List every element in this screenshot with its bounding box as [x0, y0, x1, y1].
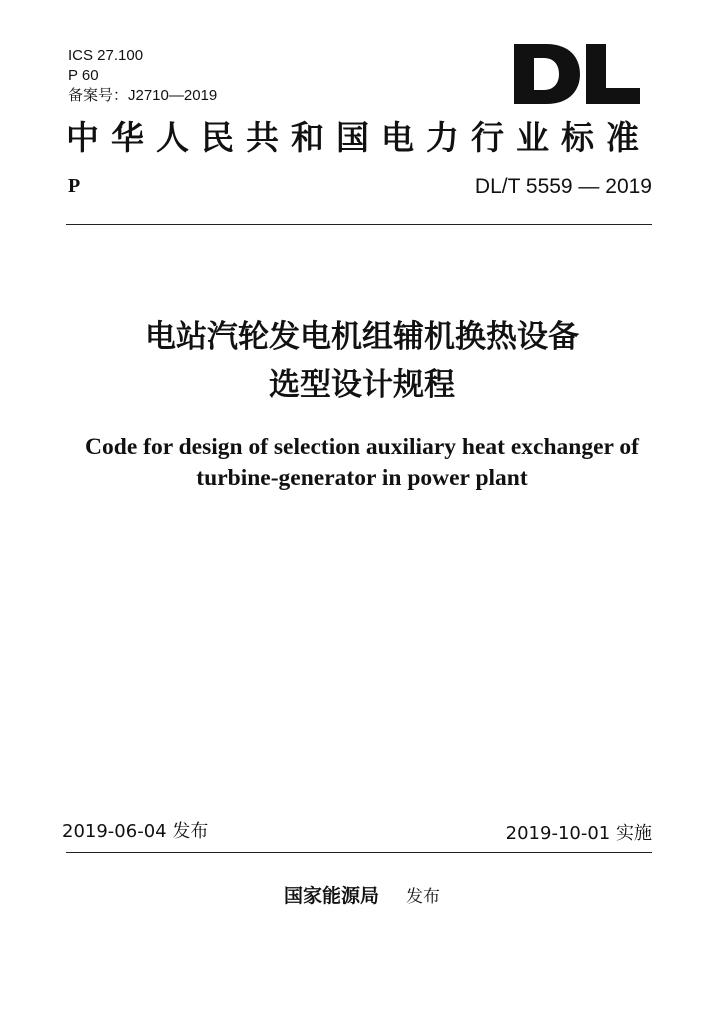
- publish-label: 发布: [406, 887, 441, 907]
- english-title-line-1: Code for design of selection auxiliary heat exchanger of: [85, 434, 639, 460]
- publisher-name: 国家能源局: [283, 885, 379, 907]
- footer-divider: [66, 852, 652, 853]
- dl-logo: [512, 42, 642, 106]
- record-number: 备案号：J2710—2019: [68, 87, 218, 104]
- classification-block: [68, 46, 217, 106]
- chinese-title-line-1: 电站汽轮发电机组辅机换热设备: [145, 319, 579, 355]
- standard-category-title: 中华人民共和国电力行业标准: [66, 118, 651, 157]
- chinese-title-line-2: 选型设计规程: [269, 367, 455, 403]
- ics-code: ICS 27.100: [68, 47, 144, 64]
- ccs-code: P 60: [68, 67, 99, 84]
- dl-logo-letter-d: [514, 44, 580, 104]
- implementation-date: 2019-10-01 实施: [505, 823, 652, 844]
- header-divider: [66, 224, 652, 225]
- dl-logo-letter-l: [586, 44, 640, 104]
- standard-number: DL/T 5559 — 2019: [474, 175, 652, 198]
- issue-date: 2019-06-04 发布: [62, 821, 209, 842]
- publisher-row: [0, 883, 724, 910]
- english-title-line-2: turbine-generator in power plant: [196, 465, 528, 491]
- category-letter: P: [68, 175, 81, 197]
